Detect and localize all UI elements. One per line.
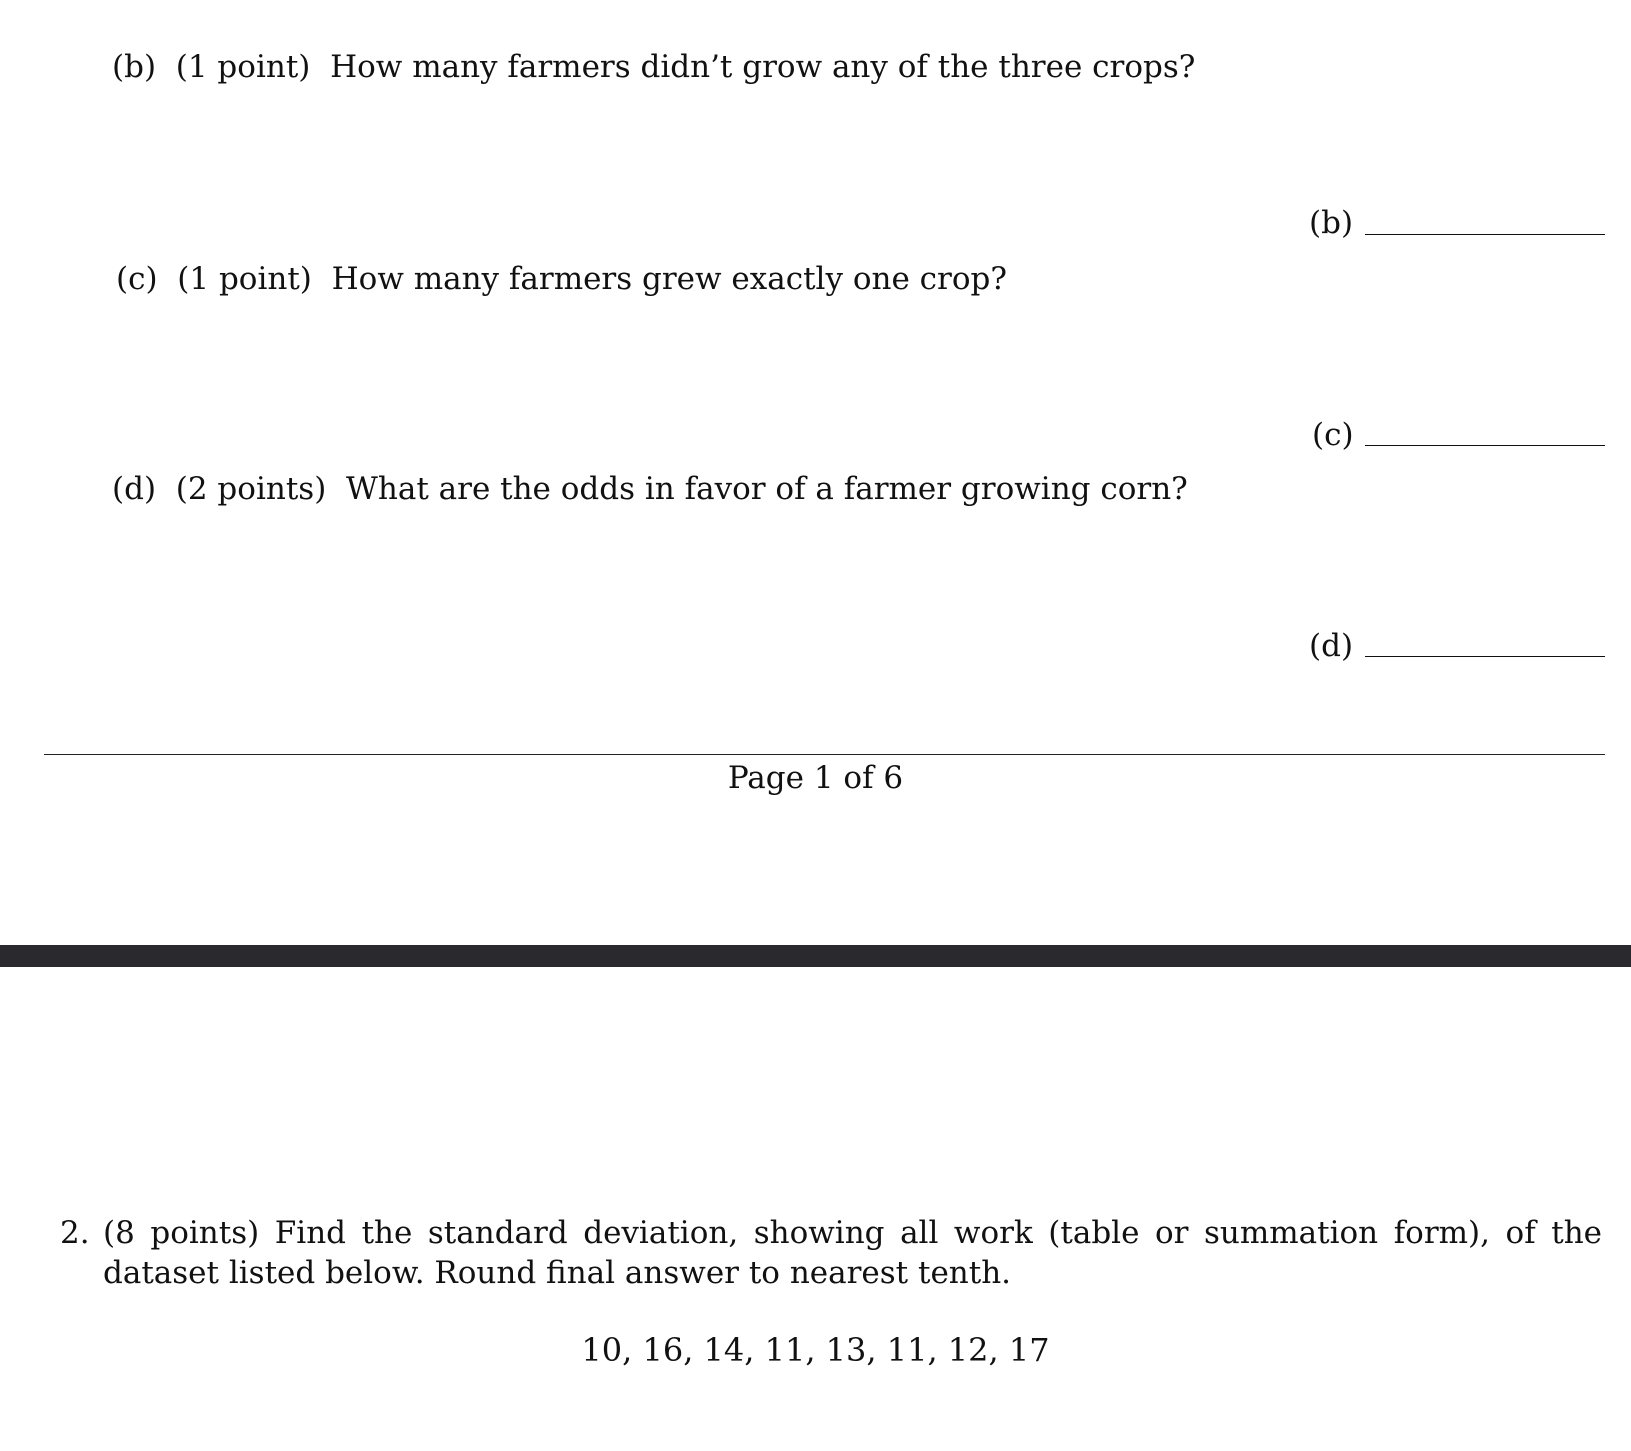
question-b-label: (b) xyxy=(112,49,157,85)
answer-line-d[interactable] xyxy=(1365,656,1605,657)
page-number: Page 1 of 6 xyxy=(727,760,904,796)
question-c-points: (1 point) xyxy=(177,261,312,297)
question-b-points: (1 point) xyxy=(175,49,311,85)
question-2-points: (8 points) xyxy=(103,1215,260,1251)
question-2-number: 2. xyxy=(60,1215,90,1251)
question-d xyxy=(112,471,1188,507)
question-c xyxy=(116,261,1007,297)
question-2 xyxy=(60,1213,1602,1293)
question-2-text: Find the standard deviation, showing all work (table or summation form), of the dataset listed below. Round final answer to nearest tenth. xyxy=(103,1215,1603,1291)
question-c-text: How many farmers grew exactly one crop? xyxy=(331,261,1007,297)
answer-line-c[interactable] xyxy=(1365,445,1605,446)
answer-label-d: (d) xyxy=(1309,628,1354,664)
question-d-points: (2 points) xyxy=(175,471,327,507)
dataset-values: 10, 16, 14, 11, 13, 11, 12, 17 xyxy=(581,1331,1050,1369)
answer-label-c: (c) xyxy=(1312,417,1354,453)
question-2-body xyxy=(103,1213,1602,1293)
footer-rule xyxy=(44,754,1605,755)
question-b xyxy=(112,49,1196,85)
question-d-label: (d) xyxy=(112,471,157,507)
question-d-text: What are the odds in favor of a farmer growing corn? xyxy=(346,471,1188,507)
answer-line-b[interactable] xyxy=(1365,234,1605,235)
page-divider xyxy=(0,945,1631,967)
question-b-text: How many farmers didn’t grow any of the three crops? xyxy=(330,49,1196,85)
answer-label-b: (b) xyxy=(1309,205,1354,241)
question-c-label: (c) xyxy=(116,261,158,297)
